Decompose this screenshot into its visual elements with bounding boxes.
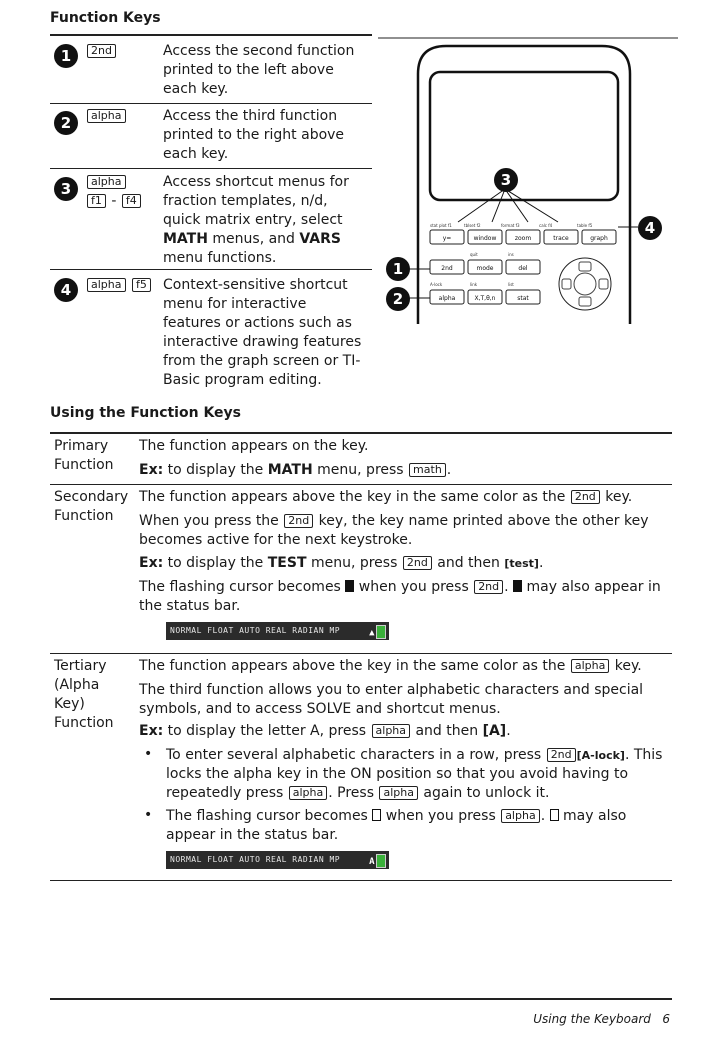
page-footer [480, 1012, 670, 1026]
tertiary-example: Ex: to display the letter A, press alpha and then [A]. [139, 723, 511, 739]
item-3-description: Access shortcut menus for fraction templates, n/d, quick matrix entry, select MATH menus, and VARS menu functions. [163, 174, 349, 266]
footer-page-number: 6 [662, 1012, 670, 1026]
key-list-2 [86, 107, 127, 126]
svg-text:tblset f2: tblset f2 [464, 223, 481, 228]
footer-section: Using the Keyboard [533, 1012, 651, 1026]
calc-key-trace: trace [553, 235, 569, 242]
secondary-example: Ex: to display the TEST menu, press 2nd and then [test]. [139, 555, 544, 571]
key-list-1 [86, 42, 117, 61]
svg-text:calc f4: calc f4 [539, 223, 553, 228]
item-1-description: Access the second function printed to the left above each key. [163, 43, 355, 97]
status-bar-2nd: NORMAL FLOAT AUTO REAL RADIAN MP ▲ [166, 622, 389, 640]
key-math: math [409, 463, 446, 477]
svg-text:alpha: alpha [438, 295, 456, 302]
battery-icon [376, 625, 386, 639]
second-cursor-icon [513, 580, 522, 592]
item-4-description: Context-sensitive shortcut menu for interactive features or actions such as interactive drawing features from the graph screen or TI-Basic program editing. [163, 277, 362, 388]
svg-text:link: link [470, 282, 478, 287]
key-2nd: 2nd [87, 44, 116, 58]
tertiary-line1: The function appears above the key in the same color as the alpha key. [139, 658, 642, 674]
battery-icon [376, 854, 386, 868]
alpha-cursor-icon [372, 809, 381, 821]
illustration-callout-4: 4 [638, 216, 662, 240]
calculator-dpad [559, 258, 611, 310]
key-f5: f5 [132, 278, 151, 292]
svg-text:2nd: 2nd [441, 265, 453, 272]
secondary-cursor-note: The flashing cursor becomes when you press 2nd . may also appear in the status bar. [139, 579, 661, 614]
primary-label: Primary Function [54, 438, 114, 473]
callout-number-1: 1 [54, 44, 78, 68]
calc-key-zoom: zoom [514, 235, 532, 242]
function-keys-heading: Function Keys [50, 10, 161, 26]
tertiary-bullet-2: The flashing cursor becomes when you press alpha . may also appear in the status bar. [166, 808, 627, 843]
callout-number-2: 2 [54, 111, 78, 135]
illustration-callout-3: 3 [494, 168, 518, 192]
alpha-cursor-icon [550, 809, 559, 821]
alpha-indicator-icon: A [369, 857, 375, 867]
svg-text:del: del [518, 265, 528, 272]
calc-key-y=: y= [442, 235, 452, 242]
bullet-1: • [144, 746, 153, 762]
status-bar-alpha: NORMAL FLOAT AUTO REAL RADIAN MP A [166, 851, 389, 869]
secondary-line1: The function appears above the key in the same color as the 2nd key. [139, 489, 633, 505]
callout-number-4: 4 [54, 278, 78, 302]
svg-text:ins: ins [508, 252, 514, 257]
tertiary-line2: The third function allows you to enter alphabetic characters and special symbols, and to access SOLVE and shortcut menus. [139, 682, 644, 717]
primary-example: Ex: to display the MATH menu, press math . [139, 462, 452, 478]
key-alpha: alpha [87, 175, 126, 189]
svg-text:format f3: format f3 [501, 223, 520, 228]
svg-text:A-lock: A-lock [430, 282, 443, 287]
bullet-2: • [144, 807, 153, 823]
key-f4: f4 [122, 194, 141, 208]
key-alpha: alpha [87, 109, 126, 123]
key-range-dash: - [111, 193, 117, 209]
svg-text:stat plot f1: stat plot f1 [430, 223, 452, 228]
calc-key-window: window [473, 235, 497, 242]
svg-text:list: list [508, 282, 514, 287]
secondary-line2: When you press the 2nd key, the key name printed above the other key becomes active for the next keystroke. [139, 513, 649, 548]
illustration-callout-2: 2 [386, 287, 410, 311]
tertiary-label: Tertiary (Alpha Key) Function [54, 658, 114, 731]
svg-text:table f5: table f5 [577, 223, 593, 228]
calc-key-graph: graph [590, 235, 608, 242]
key-f1: f1 [87, 194, 106, 208]
svg-text:X,T,θ,n: X,T,θ,n [474, 295, 496, 302]
tertiary-bullet-1: To enter several alphabetic characters in a row, press 2nd [A-lock]. This locks the alpha key in the ON position so that you avoid having to repeatedly press alpha . Press alpha again to unlock it. [166, 747, 663, 801]
svg-text:quit: quit [470, 252, 478, 257]
calculator-illustration [378, 34, 678, 324]
key-list-4 [86, 276, 152, 295]
callout-number-3: 3 [54, 177, 78, 201]
using-heading: Using the Function Keys [50, 405, 241, 421]
svg-text:mode: mode [476, 265, 494, 272]
second-cursor-icon [345, 580, 354, 592]
second-indicator-icon: ▲ [369, 628, 375, 638]
key-list-3 [86, 173, 158, 211]
illustration-callout-1: 1 [386, 257, 410, 281]
primary-line1: The function appears on the key. [139, 438, 369, 454]
secondary-label: Secondary Function [54, 489, 129, 524]
item-2-description: Access the third function printed to the right above each key. [163, 108, 345, 162]
key-alpha: alpha [87, 278, 126, 292]
svg-text:stat: stat [517, 295, 529, 302]
